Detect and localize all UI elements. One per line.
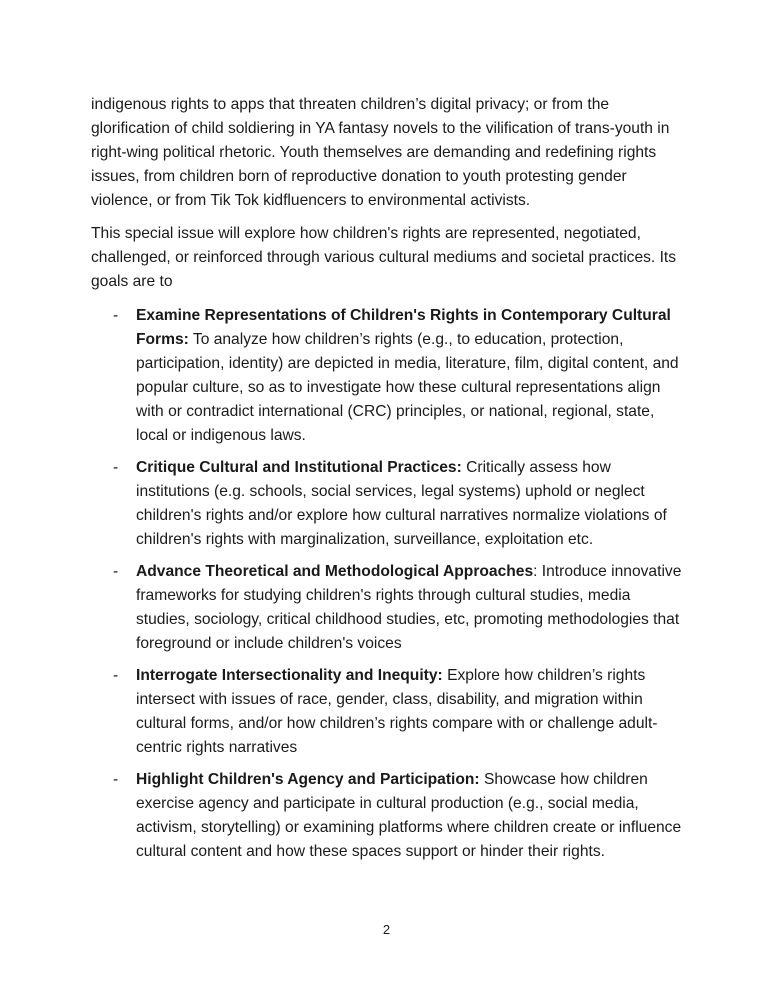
goal-text: : Introduce innovative frameworks for studying children's rights through cultural studies, media studies, sociology, critical childhood studies, etc, promoting methodologies that foreground or include children's voices: [136, 563, 682, 652]
list-item: [91, 560, 683, 656]
bullet-dash: -: [113, 771, 119, 788]
bullet-dash: -: [113, 307, 119, 324]
list-item: [91, 664, 683, 760]
body-paragraph: indigenous rights to apps that threaten children’s digital privacy; or from the glorification of child soldiering in YA fantasy novels to the vilification of trans-youth in right-wing political rhetoric. Youth themselves are demanding and redefining rights issues, from children born of reproductive donation to youth protesting gender violence, or from Tik Tok kidfluencers to environmental activists.: [91, 96, 670, 209]
goal-heading: Interrogate Intersectionality and Inequity:: [136, 667, 443, 684]
list-item: [91, 456, 683, 552]
goal-heading: Critique Cultural and Institutional Practices:: [136, 459, 462, 476]
bullet-dash: -: [113, 563, 119, 580]
goal-heading: Advance Theoretical and Methodological Approaches: [136, 563, 534, 580]
page-number: 2: [382, 922, 391, 937]
goal-heading: Highlight Children's Agency and Participation:: [136, 771, 480, 788]
goals-list: [91, 304, 683, 864]
bullet-dash: -: [113, 459, 119, 476]
list-item: [91, 304, 683, 448]
list-item: [91, 768, 683, 864]
goal-text: Showcase how children exercise agency and participate in cultural production (e.g., social media, activism, storytelling) or examining platforms where children create or influence cultural content and how these spaces support or hinder their rights.: [136, 771, 682, 860]
body-paragraph: This special issue will explore how children's rights are represented, negotiated, challenged, or reinforced through various cultural mediums and societal practices. Its goals are to: [91, 225, 677, 290]
goal-heading: Examine Representations of Children's Rights in Contemporary Cultural Forms:: [136, 307, 671, 348]
goal-text: Explore how children’s rights intersect with issues of race, gender, class, disability, and migration within cultural forms, and/or how children’s rights compare with or challenge adult-centric rights narratives: [136, 667, 658, 756]
bullet-dash: -: [113, 667, 119, 684]
goal-text: Critically assess how institutions (e.g. schools, social services, legal systems) uphold or neglect children's rights and/or explore how cultural narratives normalize violations of children's rights with marginalization, surveillance, exploitation etc.: [136, 459, 667, 548]
goal-text: To analyze how children’s rights (e.g., to education, protection, participation, identity) are depicted in media, literature, film, digital content, and popular culture, so as to investigate how these cultural representations align with or contradict international (CRC) principles, or national, regional, state, local or indigenous laws.: [136, 331, 679, 444]
